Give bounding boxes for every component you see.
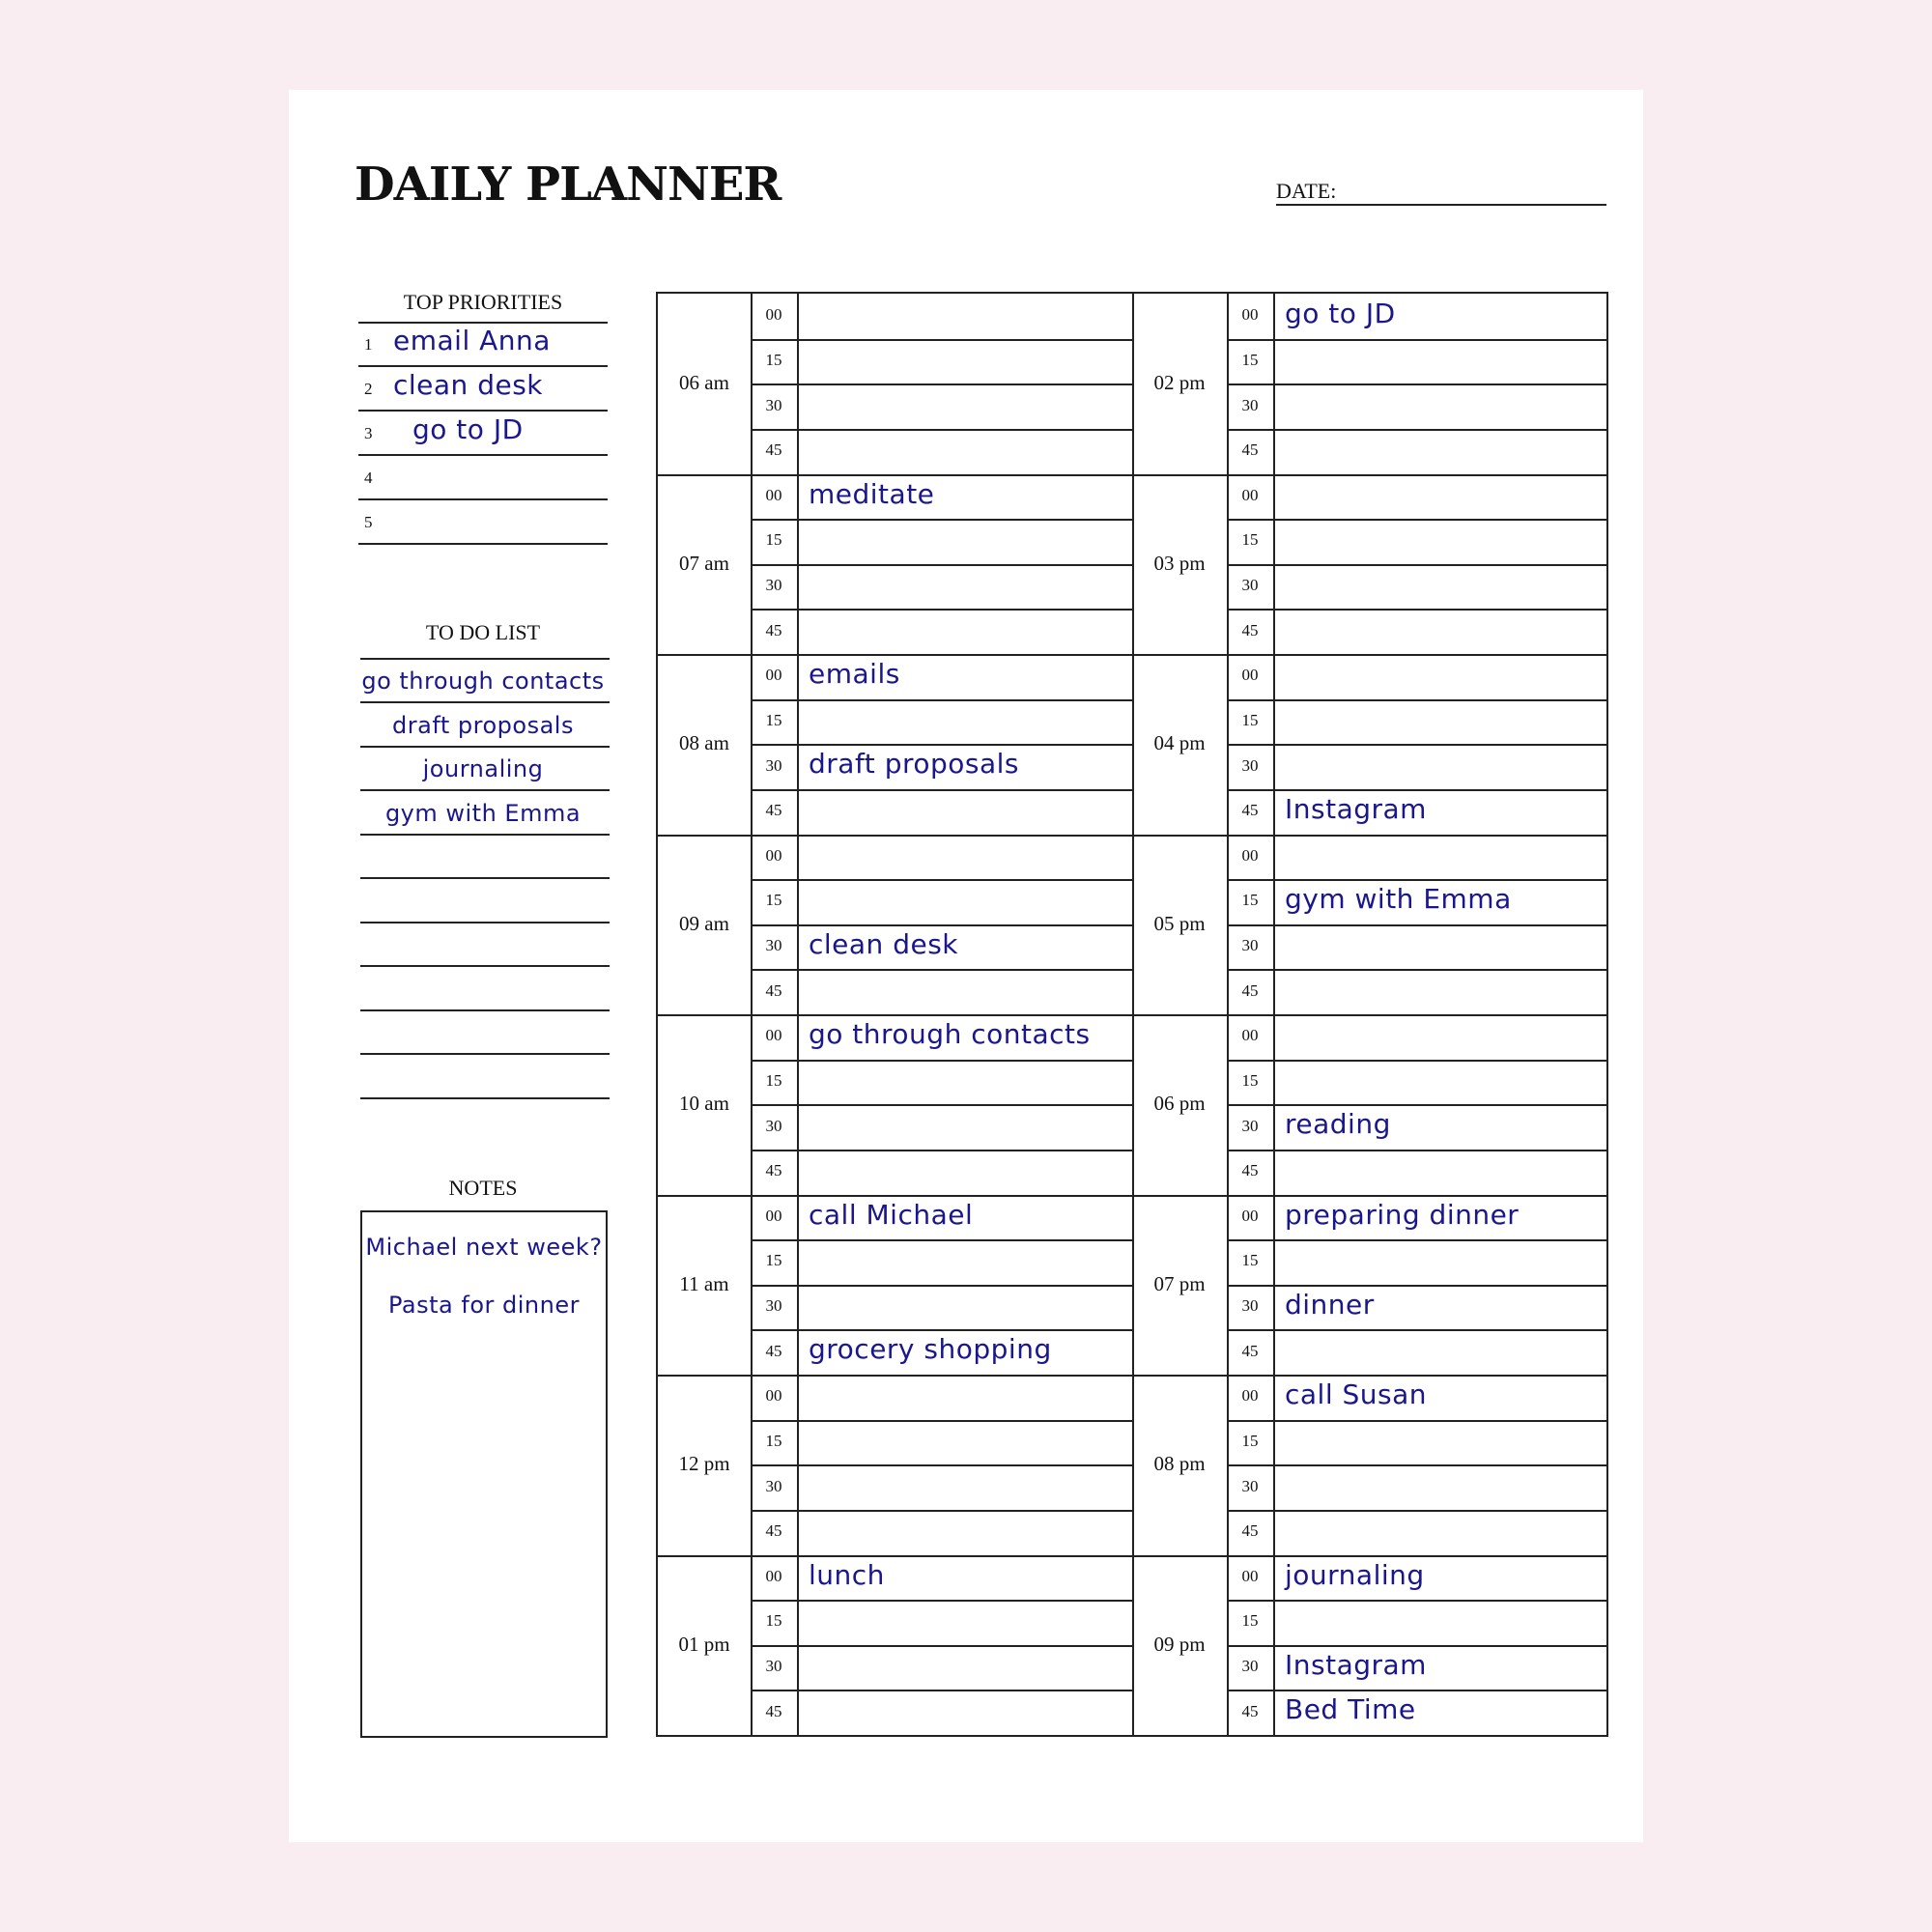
- right-schedule-entry[interactable]: preparing dinner: [1285, 1198, 1520, 1231]
- right-minute-label: 15: [1241, 1070, 1259, 1090]
- right-hour-label: 08 pm: [1153, 1452, 1206, 1476]
- slot-rule: [751, 1060, 1132, 1062]
- right-schedule-entry[interactable]: journaling: [1285, 1558, 1425, 1591]
- right-hour-label: 04 pm: [1153, 731, 1206, 755]
- right-minute-label: 45: [1241, 620, 1259, 639]
- hour-rule: [1132, 654, 1606, 656]
- right-hour-label: 05 pm: [1153, 911, 1206, 935]
- right-schedule-entry[interactable]: dinner: [1285, 1288, 1375, 1321]
- slot-rule: [751, 1464, 1132, 1466]
- left-minute-label: 30: [765, 1476, 782, 1495]
- priority-number: 3: [364, 424, 373, 442]
- right-minute-label: 00: [1241, 305, 1259, 325]
- todo-rule: [360, 922, 610, 923]
- slot-rule: [751, 384, 1132, 385]
- left-minute-label: 45: [765, 1701, 782, 1720]
- slot-rule: [1227, 1104, 1606, 1106]
- priority-number: 4: [364, 469, 373, 487]
- right-schedule-entry[interactable]: call Susan: [1285, 1378, 1428, 1410]
- hour-rule: [658, 474, 1132, 476]
- left-minute-label: 45: [765, 801, 782, 820]
- slot-rule: [1227, 609, 1606, 611]
- slot-rule: [1227, 744, 1606, 746]
- slot-rule: [1227, 1600, 1606, 1602]
- todo-item[interactable]: gym with Emma: [384, 799, 582, 827]
- left-minute-label: 15: [765, 891, 782, 910]
- slot-rule: [1227, 1329, 1606, 1331]
- right-minute-label: 45: [1241, 1341, 1259, 1360]
- slot-rule: [751, 1329, 1132, 1331]
- right-minute-label: 30: [1241, 1296, 1259, 1316]
- left-minute-label: 45: [765, 1341, 782, 1360]
- priority-rule: [358, 365, 608, 367]
- left-hour-label: 12 pm: [678, 1452, 730, 1476]
- left-minute-label: 00: [765, 1566, 782, 1585]
- left-minute-label: 45: [765, 620, 782, 639]
- hour-rule: [1132, 1375, 1606, 1377]
- priority-item[interactable]: clean desk: [393, 369, 544, 401]
- hour-rule: [658, 1555, 1132, 1557]
- date-label: DATE:: [1276, 179, 1337, 203]
- hour-rule: [1132, 1555, 1606, 1557]
- left-minute-label: 15: [765, 1070, 782, 1090]
- priorities-title: TOP PRIORITIES: [403, 290, 563, 314]
- right-minute-label: 00: [1241, 1026, 1259, 1045]
- right-minute-label: 15: [1241, 350, 1259, 369]
- left-minute-label: 30: [765, 395, 782, 414]
- right-minute-label: 00: [1241, 485, 1259, 504]
- left-hour-label: 01 pm: [678, 1632, 730, 1656]
- right-minute-label: 00: [1241, 845, 1259, 865]
- notes-box[interactable]: [360, 1210, 608, 1738]
- slot-rule: [1227, 519, 1606, 521]
- priority-number: 5: [364, 513, 373, 531]
- left-hour-label: 09 am: [679, 911, 729, 935]
- right-minute-label: 00: [1241, 1566, 1259, 1585]
- left-schedule-entry[interactable]: clean desk: [809, 927, 959, 960]
- notes-title: NOTES: [448, 1176, 518, 1200]
- left-minute-label: 30: [765, 1116, 782, 1135]
- slot-rule: [751, 339, 1132, 341]
- slot-rule: [751, 1239, 1132, 1241]
- left-schedule-entry[interactable]: lunch: [809, 1558, 885, 1591]
- slot-rule: [751, 1690, 1132, 1691]
- left-schedule-entry[interactable]: draft proposals: [809, 748, 1020, 781]
- right-minute-label: 30: [1241, 1476, 1259, 1495]
- left-minute-label: 30: [765, 755, 782, 775]
- slot-rule: [1227, 1239, 1606, 1241]
- right-minute-label: 45: [1241, 980, 1259, 1000]
- right-schedule-entry[interactable]: gym with Emma: [1285, 883, 1512, 916]
- priority-rule: [358, 454, 608, 456]
- slot-rule: [751, 1645, 1132, 1647]
- hour-rule: [1132, 835, 1606, 837]
- right-minute-label: 00: [1241, 1386, 1259, 1406]
- right-minute-label: 30: [1241, 395, 1259, 414]
- left-minute-label: 30: [765, 1657, 782, 1676]
- left-minute-label: 15: [765, 1251, 782, 1270]
- todo-rule: [360, 789, 610, 791]
- todo-top-rule: [360, 658, 610, 660]
- right-minute-label: 00: [1241, 1206, 1259, 1225]
- schedule-grid: [656, 292, 1608, 1737]
- left-minute-label: 00: [765, 1206, 782, 1225]
- right-minute-label: 30: [1241, 1657, 1259, 1676]
- left-schedule-entry[interactable]: emails: [809, 658, 900, 690]
- right-hour-label: 03 pm: [1153, 551, 1206, 575]
- slot-rule: [1227, 384, 1606, 385]
- slot-rule: [751, 1104, 1132, 1106]
- slot-rule: [1227, 1420, 1606, 1422]
- left-minute-label: 15: [765, 530, 782, 550]
- priority-rule: [358, 498, 608, 500]
- left-minute-label: 30: [765, 1296, 782, 1316]
- left-minute-label: 45: [765, 1161, 782, 1180]
- slot-rule: [751, 1510, 1132, 1512]
- hour-rule: [1132, 1014, 1606, 1016]
- slot-rule: [1227, 789, 1606, 791]
- left-hour-label: 06 am: [679, 371, 729, 395]
- slot-rule: [1227, 429, 1606, 431]
- left-hour-label: 10 am: [679, 1092, 729, 1116]
- right-minute-label: 15: [1241, 1251, 1259, 1270]
- todo-rule: [360, 1009, 610, 1011]
- hour-rule: [658, 835, 1132, 837]
- priority-rule: [358, 543, 608, 545]
- left-minute-label: 00: [765, 485, 782, 504]
- right-hour-label: 02 pm: [1153, 371, 1206, 395]
- todo-item[interactable]: journaling: [422, 755, 544, 782]
- todo-rule: [360, 965, 610, 967]
- priority-rule: [358, 410, 608, 412]
- right-minute-label: 30: [1241, 576, 1259, 595]
- todo-title: TO DO LIST: [425, 620, 541, 644]
- page-title: DAILY PLANNER: [355, 157, 781, 212]
- left-minute-label: 15: [765, 1431, 782, 1450]
- todo-item[interactable]: go through contacts: [361, 668, 605, 695]
- left-minute-label: 00: [765, 1386, 782, 1406]
- hour-rule: [1132, 474, 1606, 476]
- slot-rule: [1227, 1690, 1606, 1691]
- left-minute-label: 30: [765, 936, 782, 955]
- todo-item[interactable]: draft proposals: [392, 711, 574, 739]
- right-schedule-entry[interactable]: go to JD: [1285, 298, 1396, 329]
- left-minute-label: 00: [765, 666, 782, 685]
- slot-rule: [751, 609, 1132, 611]
- slot-rule: [1227, 699, 1606, 701]
- notes-line: Michael next week?: [365, 1234, 603, 1261]
- right-minute-label: 15: [1241, 530, 1259, 550]
- planner-page: [289, 90, 1643, 1842]
- slot-rule: [751, 744, 1132, 746]
- hour-rule: [1132, 1195, 1606, 1197]
- slot-rule: [751, 1150, 1132, 1151]
- left-minute-label: 00: [765, 305, 782, 325]
- slot-rule: [751, 1420, 1132, 1422]
- left-minute-label: 00: [765, 845, 782, 865]
- slot-rule: [751, 1285, 1132, 1287]
- slot-rule: [751, 519, 1132, 521]
- right-minute-label: 00: [1241, 666, 1259, 685]
- right-hour-label: 07 pm: [1153, 1271, 1206, 1295]
- right-schedule-entry[interactable]: Instagram: [1285, 1648, 1427, 1681]
- todo-rule: [360, 1097, 610, 1099]
- slot-rule: [751, 879, 1132, 881]
- slot-rule: [751, 969, 1132, 971]
- priority-item[interactable]: email Anna: [393, 325, 551, 356]
- right-minute-label: 30: [1241, 936, 1259, 955]
- left-hour-label: 11 am: [679, 1271, 729, 1295]
- slot-rule: [1227, 339, 1606, 341]
- slot-rule: [751, 429, 1132, 431]
- right-schedule-entry[interactable]: Bed Time: [1285, 1693, 1416, 1726]
- slot-rule: [751, 789, 1132, 791]
- slot-rule: [1227, 969, 1606, 971]
- right-minute-label: 15: [1241, 1431, 1259, 1450]
- todo-rule: [360, 877, 610, 879]
- left-minute-label: 45: [765, 980, 782, 1000]
- right-hour-label: 09 pm: [1153, 1632, 1206, 1656]
- right-minute-label: 45: [1241, 801, 1259, 820]
- slot-rule: [751, 1600, 1132, 1602]
- priorities-top-rule: [358, 322, 608, 324]
- right-schedule-entry[interactable]: Instagram: [1285, 792, 1427, 825]
- left-minute-label: 45: [765, 1521, 782, 1541]
- right-minute-label: 45: [1241, 1161, 1259, 1180]
- slot-rule: [1227, 924, 1606, 926]
- left-schedule-entry[interactable]: meditate: [809, 477, 935, 510]
- slot-rule: [1227, 1285, 1606, 1287]
- left-minute-label: 30: [765, 576, 782, 595]
- slot-rule: [1227, 564, 1606, 566]
- todo-rule: [360, 1053, 610, 1055]
- left-hour-label: 08 am: [679, 731, 729, 755]
- right-minute-label: 45: [1241, 1521, 1259, 1541]
- hour-rule: [658, 654, 1132, 656]
- slot-rule: [1227, 879, 1606, 881]
- todo-rule: [360, 746, 610, 748]
- right-minute-label: 45: [1241, 440, 1259, 460]
- right-minute-label: 15: [1241, 1611, 1259, 1631]
- left-minute-label: 15: [765, 1611, 782, 1631]
- slot-rule: [1227, 1464, 1606, 1466]
- hour-rule: [658, 1195, 1132, 1197]
- slot-rule: [751, 564, 1132, 566]
- right-minute-label: 15: [1241, 710, 1259, 729]
- slot-rule: [751, 699, 1132, 701]
- priority-number: 1: [364, 335, 373, 354]
- left-minute-label: 45: [765, 440, 782, 460]
- right-minute-label: 30: [1241, 1116, 1259, 1135]
- left-schedule-entry[interactable]: grocery shopping: [809, 1333, 1052, 1366]
- right-schedule-entry[interactable]: reading: [1285, 1108, 1391, 1141]
- right-minute-label: 45: [1241, 1701, 1259, 1720]
- notes-line: Pasta for dinner: [388, 1292, 580, 1319]
- right-minute-label: 15: [1241, 891, 1259, 910]
- right-hour-label: 06 pm: [1153, 1092, 1206, 1116]
- slot-rule: [1227, 1150, 1606, 1151]
- todo-rule: [360, 834, 610, 836]
- left-minute-label: 15: [765, 710, 782, 729]
- hour-rule: [658, 1014, 1132, 1016]
- hour-rule: [658, 1375, 1132, 1377]
- left-minute-label: 15: [765, 350, 782, 369]
- slot-rule: [1227, 1645, 1606, 1647]
- date-field[interactable]: [1276, 204, 1606, 206]
- slot-rule: [1227, 1510, 1606, 1512]
- left-schedule-entry[interactable]: go through contacts: [809, 1018, 1091, 1050]
- slot-rule: [751, 924, 1132, 926]
- slot-rule: [1227, 1060, 1606, 1062]
- left-minute-label: 00: [765, 1026, 782, 1045]
- priority-item[interactable]: go to JD: [412, 413, 524, 445]
- todo-rule: [360, 701, 610, 703]
- left-hour-label: 07 am: [679, 551, 729, 575]
- left-schedule-entry[interactable]: call Michael: [809, 1198, 974, 1231]
- priority-number: 2: [364, 380, 373, 398]
- right-minute-label: 30: [1241, 755, 1259, 775]
